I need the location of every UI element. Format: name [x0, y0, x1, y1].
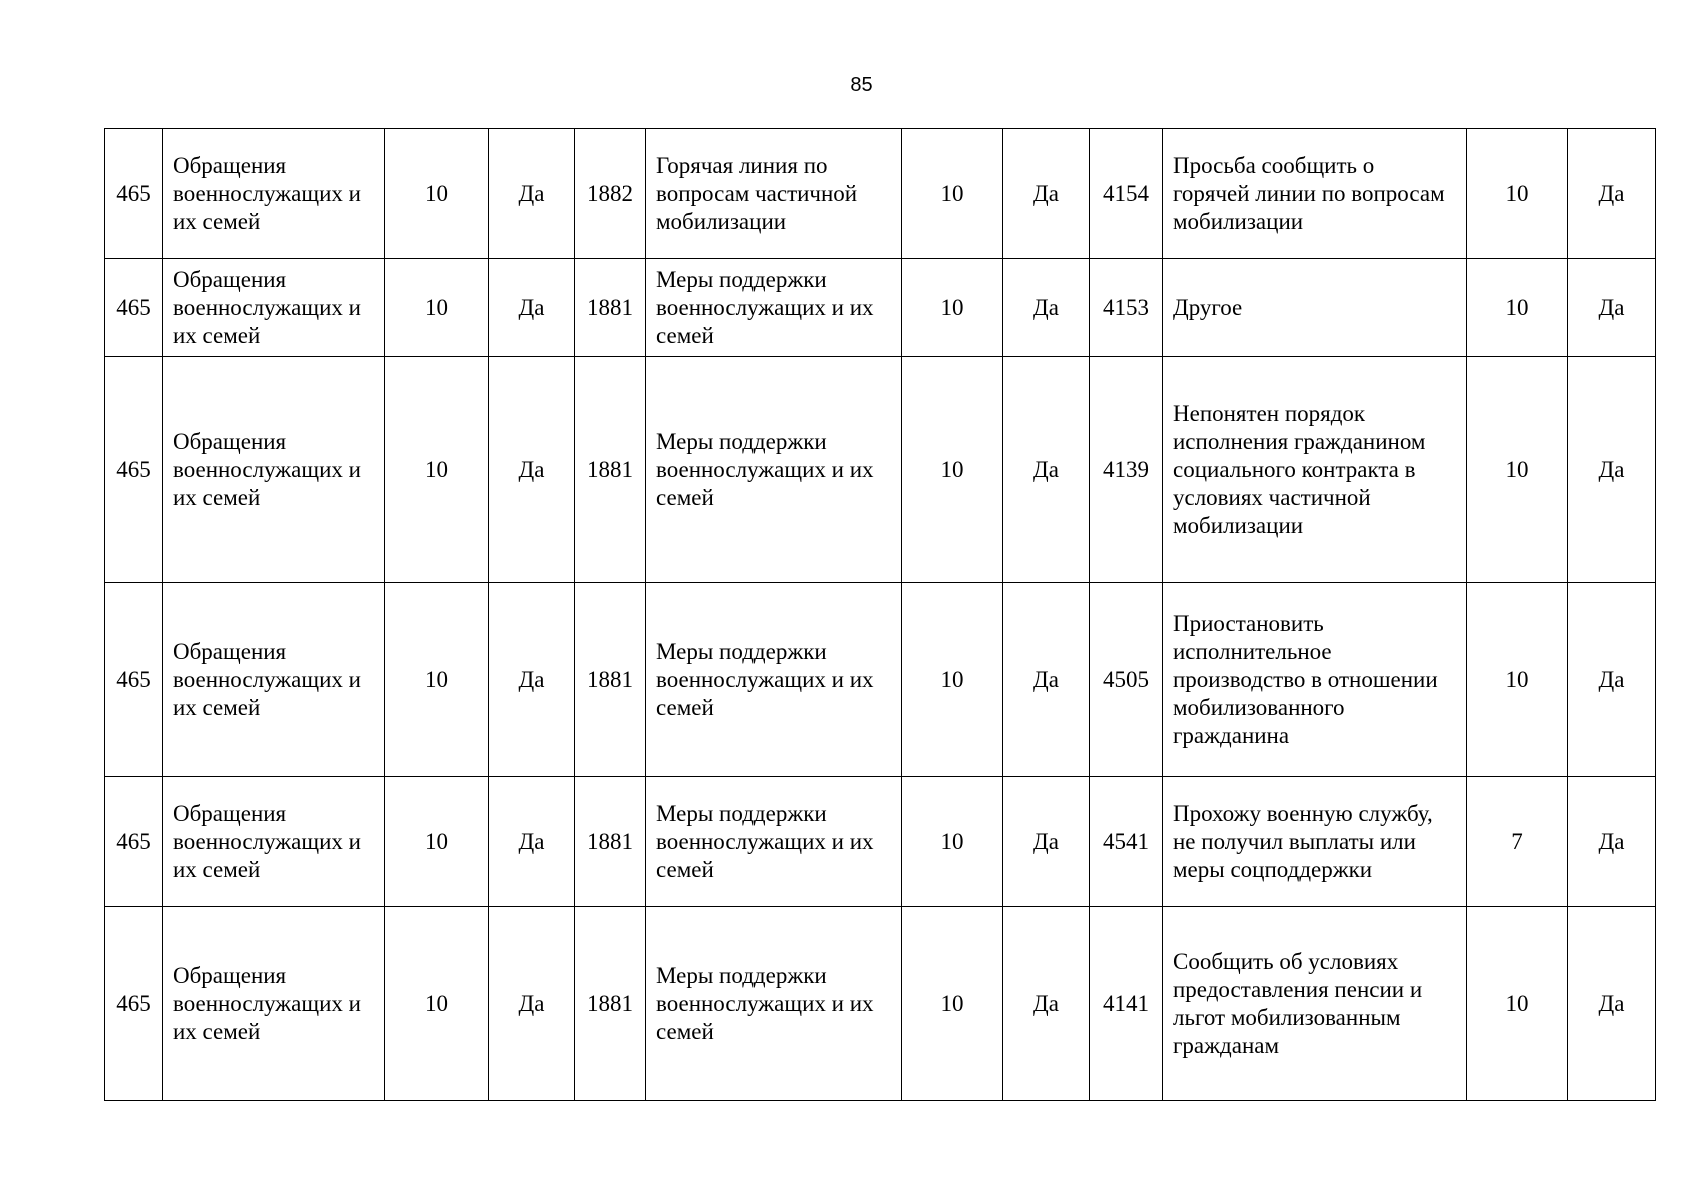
- category-active-cell: Да: [1003, 129, 1090, 259]
- category-active-cell: Да: [1003, 357, 1090, 583]
- category-code-cell: 1881: [575, 777, 646, 907]
- topic-name-cell: Прохожу военную службу, не получил выплаты или меры соцподдержки: [1163, 777, 1467, 907]
- group-active-cell: Да: [489, 259, 575, 357]
- group-name-cell: Обращения военнослужащих и их семей: [163, 777, 385, 907]
- group-name-cell: Обращения военнослужащих и их семей: [163, 259, 385, 357]
- category-weight-cell: 10: [902, 777, 1003, 907]
- topic-name-cell: Просьба сообщить о горячей линии по вопросам мобилизации: [1163, 129, 1467, 259]
- topic-weight-cell: 7: [1467, 777, 1568, 907]
- topic-code-cell: 4153: [1090, 259, 1163, 357]
- table-row: [105, 129, 1656, 259]
- topic-name-cell: Приостановить исполнительное производство в отношении мобилизованного гражданина: [1163, 583, 1467, 777]
- topic-name-cell: Другое: [1163, 259, 1467, 357]
- group-code-cell: 465: [105, 129, 163, 259]
- table-row: [105, 583, 1656, 777]
- category-weight-cell: 10: [902, 129, 1003, 259]
- topic-weight-cell: 10: [1467, 907, 1568, 1101]
- category-code-cell: 1882: [575, 129, 646, 259]
- table-row: [105, 357, 1656, 583]
- group-active-cell: Да: [489, 777, 575, 907]
- group-active-cell: Да: [489, 907, 575, 1101]
- group-weight-cell: 10: [385, 583, 489, 777]
- topic-code-cell: 4139: [1090, 357, 1163, 583]
- topic-code-cell: 4541: [1090, 777, 1163, 907]
- group-code-cell: 465: [105, 777, 163, 907]
- topic-active-cell: Да: [1568, 259, 1656, 357]
- category-name-cell: Меры поддержки военнослужащих и их семей: [646, 259, 902, 357]
- category-name-cell: Меры поддержки военнослужащих и их семей: [646, 777, 902, 907]
- category-weight-cell: 10: [902, 583, 1003, 777]
- category-active-cell: Да: [1003, 583, 1090, 777]
- group-name-cell: Обращения военнослужащих и их семей: [163, 129, 385, 259]
- category-active-cell: Да: [1003, 907, 1090, 1101]
- category-code-cell: 1881: [575, 259, 646, 357]
- category-name-cell: Горячая линия по вопросам частичной мобилизации: [646, 129, 902, 259]
- topic-active-cell: Да: [1568, 583, 1656, 777]
- topic-active-cell: Да: [1568, 907, 1656, 1101]
- group-code-cell: 465: [105, 357, 163, 583]
- category-code-cell: 1881: [575, 907, 646, 1101]
- topic-name-cell: Непонятен порядок исполнения гражданином социального контракта в условиях частичной мобилизации: [1163, 357, 1467, 583]
- group-weight-cell: 10: [385, 907, 489, 1101]
- group-code-cell: 465: [105, 259, 163, 357]
- category-active-cell: Да: [1003, 259, 1090, 357]
- group-weight-cell: 10: [385, 357, 489, 583]
- category-weight-cell: 10: [902, 259, 1003, 357]
- category-weight-cell: 10: [902, 907, 1003, 1101]
- topic-weight-cell: 10: [1467, 583, 1568, 777]
- category-code-cell: 1881: [575, 583, 646, 777]
- table-row: [105, 259, 1656, 357]
- group-active-cell: Да: [489, 357, 575, 583]
- topic-code-cell: 4505: [1090, 583, 1163, 777]
- topic-active-cell: Да: [1568, 777, 1656, 907]
- data-table: [104, 128, 1656, 1101]
- category-active-cell: Да: [1003, 777, 1090, 907]
- group-code-cell: 465: [105, 583, 163, 777]
- group-active-cell: Да: [489, 583, 575, 777]
- category-weight-cell: 10: [902, 357, 1003, 583]
- group-weight-cell: 10: [385, 129, 489, 259]
- category-name-cell: Меры поддержки военнослужащих и их семей: [646, 907, 902, 1101]
- category-name-cell: Меры поддержки военнослужащих и их семей: [646, 583, 902, 777]
- table-row: [105, 907, 1656, 1101]
- topic-weight-cell: 10: [1467, 129, 1568, 259]
- category-name-cell: Меры поддержки военнослужащих и их семей: [646, 357, 902, 583]
- group-weight-cell: 10: [385, 259, 489, 357]
- group-weight-cell: 10: [385, 777, 489, 907]
- topic-weight-cell: 10: [1467, 259, 1568, 357]
- topic-code-cell: 4141: [1090, 907, 1163, 1101]
- table-row: [105, 777, 1656, 907]
- group-name-cell: Обращения военнослужащих и их семей: [163, 907, 385, 1101]
- topic-name-cell: Сообщить об условиях предоставления пенсии и льгот мобилизованным гражданам: [1163, 907, 1467, 1101]
- topic-active-cell: Да: [1568, 357, 1656, 583]
- group-code-cell: 465: [105, 907, 163, 1101]
- group-active-cell: Да: [489, 129, 575, 259]
- topic-active-cell: Да: [1568, 129, 1656, 259]
- group-name-cell: Обращения военнослужащих и их семей: [163, 583, 385, 777]
- topic-weight-cell: 10: [1467, 357, 1568, 583]
- topic-code-cell: 4154: [1090, 129, 1163, 259]
- group-name-cell: Обращения военнослужащих и их семей: [163, 357, 385, 583]
- page-number: 85: [850, 74, 873, 96]
- category-code-cell: 1881: [575, 357, 646, 583]
